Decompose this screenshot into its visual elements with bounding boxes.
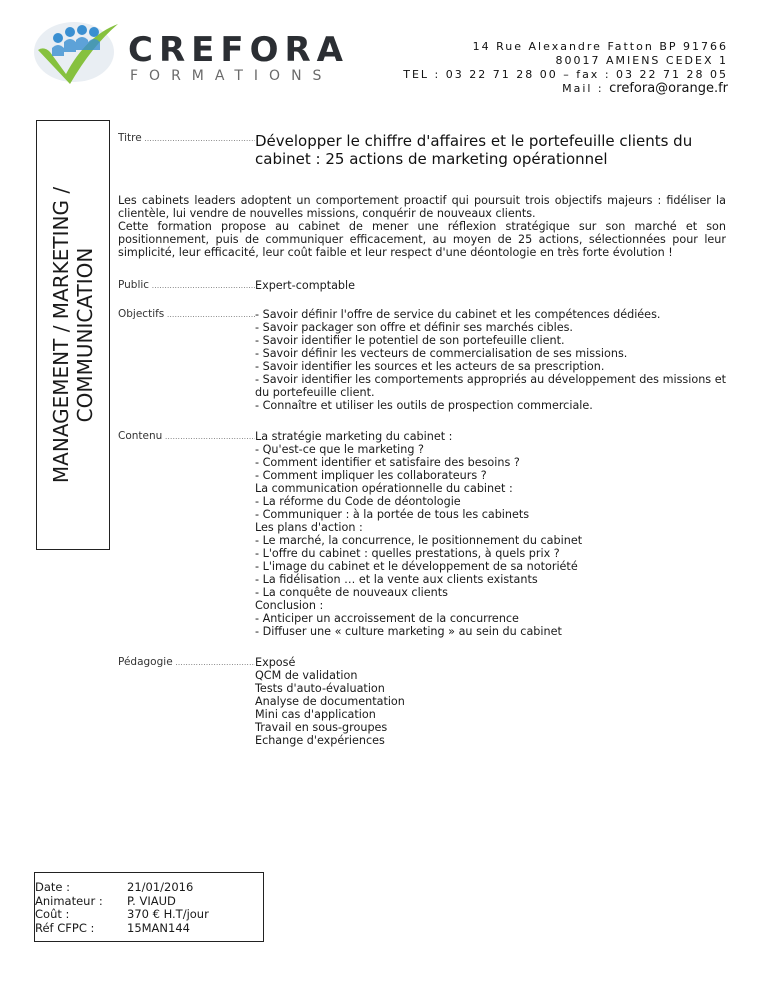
address-line: 14 Rue Alexandre Fatton BP 91766: [472, 40, 728, 53]
objectifs-label: Objectifs .....: [118, 308, 255, 321]
mail-line: [403, 82, 728, 96]
phone-line: TEL : 03 22 71 28 00 – fax : 03 22 71 28 05: [403, 68, 728, 81]
brand-name: CREFORA: [128, 30, 349, 70]
contenu-label: Contenu .....: [118, 430, 255, 443]
session-info-box: [34, 872, 264, 942]
pedagogie-row: [118, 656, 726, 747]
ref-value: 15MAN144: [127, 920, 190, 935]
date-value: 21/01/2016: [127, 880, 194, 894]
public-row: [118, 279, 726, 292]
mail-value[interactable]: crefora@orange.fr: [609, 81, 728, 96]
contenu-value: La stratégie marketing du cabinet : - Qu'est-ce que le marketing ? - Comment identifier et satisfaire des besoins ? - Comment impliquer les collaborateurs ? La communication opérationnelle du cabinet : - La réforme du Code de déontologie - Communiquer : à la portée de tous les cabinets Les plans d'action : - Le marché, la concurrence, le positionnement du cabinet - L'offre du cabinet : quelles prestations, à quels prix ? - L'image du cabinet et le développement de sa notoriété - La fidélisation … et la vente aux clients existants - La conquête de nouveaux clients Conclusion : - Anticiper un accroissement de la concurrence - Diffuser une « culture marketing » au sein du cabinet: [255, 430, 583, 638]
course-title: Développer le chiffre d'affaires et le portefeuille clients du cabinet : 25 actions de marketing opérationnel: [255, 132, 693, 168]
contact-block: [403, 40, 728, 96]
cout-label: Coût :: [35, 907, 70, 921]
brand-subtitle: FORMATIONS: [130, 68, 333, 84]
ref-label: Réf CFPC :: [35, 920, 95, 935]
category-sidebar: [36, 120, 110, 550]
pedagogie-label: Pédagogie .....: [118, 656, 255, 669]
title-label: Titre .....: [118, 132, 255, 145]
date-label: Date :: [35, 880, 71, 894]
ref-row: [35, 922, 263, 936]
objectifs-row: [118, 308, 726, 412]
title-row: [118, 132, 726, 168]
pedagogie-value: Exposé QCM de validation Tests d'auto-évaluation Analyse de documentation Mini cas d'application Travail en sous-groupes Echange d'expériences: [255, 656, 405, 747]
animateur-label: Animateur :: [35, 893, 103, 908]
public-value: Expert-comptable: [255, 279, 356, 292]
city-line: 80017 AMIENS CEDEX 1: [555, 54, 728, 67]
date-row: [35, 881, 263, 895]
animateur-row: [35, 895, 263, 909]
cout-value: 370 € H.T/jour: [127, 907, 209, 921]
public-label: Public .....: [118, 279, 255, 292]
course-sheet: [118, 132, 726, 747]
animateur-value: P. VIAUD: [127, 893, 176, 908]
category-label: MANAGEMENT / MARKETING / COMMUNICATION: [49, 186, 97, 484]
contenu-row: [118, 430, 726, 638]
mail-label: Mail :: [562, 82, 604, 95]
crefora-logo: [30, 16, 349, 96]
intro-paragraph: Les cabinets leaders adoptent un comportement proactif qui poursuit trois objectifs majeurs : fidéliser la clientèle, lui vendre de nouvelles missions, conquérir de nouveaux clients. Cette formation propose au cabinet de mener une réflexion stratégique sur son marché et son positionnement, puis de communiquer efficacement, au moyen de 25 actions, sélectionnées pour leur simplicité, leur efficacité, leur coût faible et leur respect d'une déontologie en très forte évolution !: [118, 194, 726, 259]
objectifs-value: - Savoir définir l'offre de service du cabinet et les compétences dédiées. - Savoir packager son offre et définir ses marchés cibles. - Savoir identifier le potentiel de son portefeuille client. - Savoir définir les vecteurs de commercialisation de ses missions. - Savoir identifier les sources et les acteurs de sa prescription. - Savoir identifier les comportements appropriés au développement des missions et du portefeuille client. - Connaître et utiliser les outils de prospection commerciale.: [255, 308, 726, 412]
cout-row: [35, 908, 263, 922]
logo-mark-icon: [30, 16, 120, 90]
